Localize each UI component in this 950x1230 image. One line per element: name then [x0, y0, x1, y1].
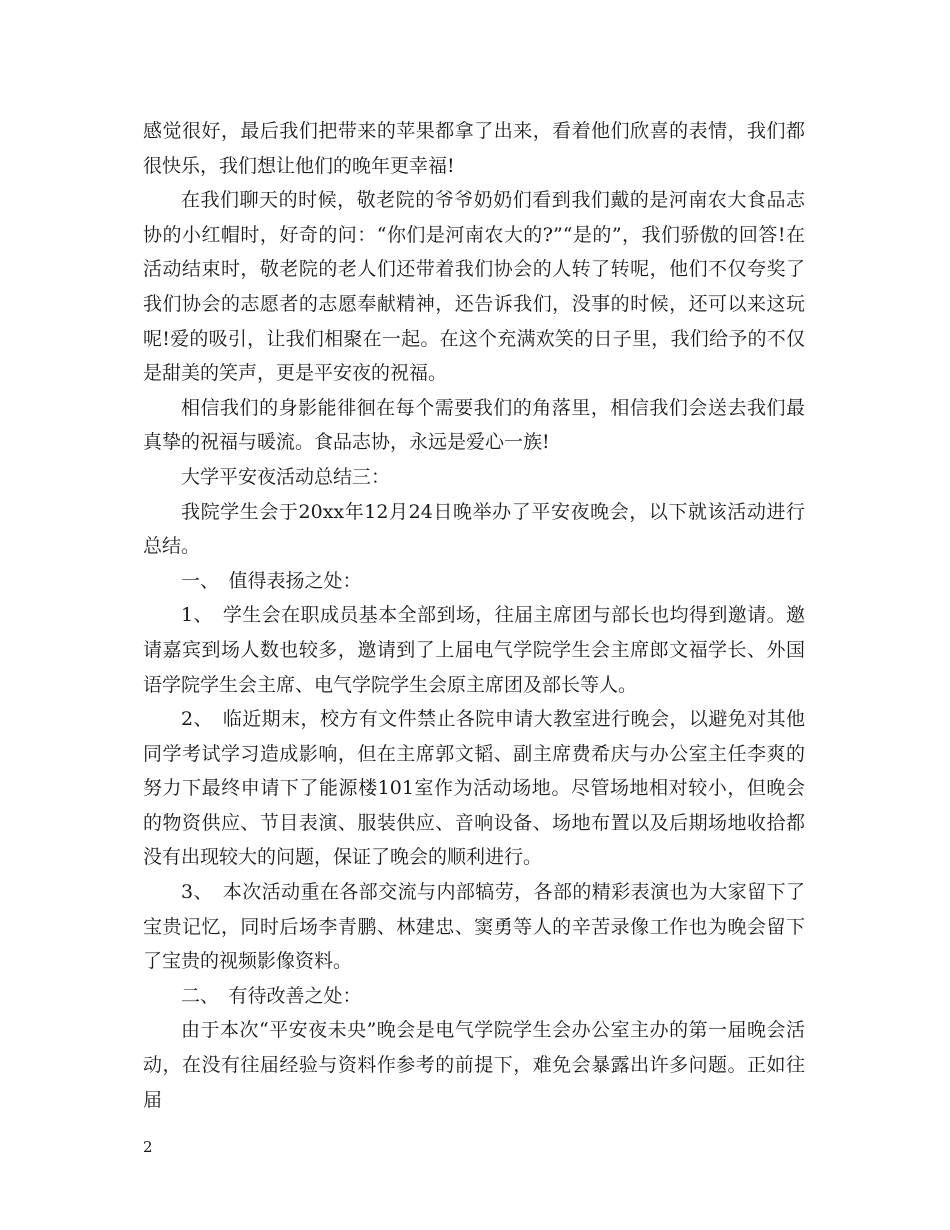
paragraph: 相信我们的身影能徘徊在每个需要我们的角落里，相信我们会送去我们最真挚的祝福与暖流。食品志协，永远是爱心一族! — [143, 396, 805, 454]
list-item: 3、 本次活动重在各部交流与内部犒劳，各部的精彩表演也为大家留下了宝贵记忆，同时后场李青鹏、林建忠、窦勇等人的辛苦录像工作也为晚会留下了宝贵的视频影像资料。 — [143, 881, 805, 973]
list-item: 1、 学生会在职成员基本全部到场，往届主席团与部长也均得到邀请。邀请嘉宾到场人数也较多，邀请到了上届电气学院学生会主席郎文福学长、外国语学院学生会主席、电气学院学生会原主席团及部长等人。 — [143, 604, 805, 696]
section-heading: 二、 有待改善之处： — [181, 984, 362, 1007]
page-number: 2 — [143, 1138, 153, 1156]
list-item: 2、 临近期末，校方有文件禁止各院申请大教室进行晚会，以避免对其他同学考试学习造成影响，但在主席郭文韬、副主席费希庆与办公室主任李爽的努力下最终申请下了能源楼101室作为活动场地。尽管场地相对较小，但晚会的物资供应、节目表演、服装供应、音响设备、场地布置以及后期场地收拾都没有出现较大的问题，保证了晚会的顺利进行。 — [143, 708, 805, 869]
paragraph: 感觉很好，最后我们把带来的苹果都拿了出来，看着他们欣喜的表情，我们都很快乐，我们想让他们的晚年更幸福! — [143, 120, 805, 177]
section-heading: 大学平安夜活动总结三： — [181, 465, 391, 488]
paragraph: 在我们聊天的时候，敬老院的爷爷奶奶们看到我们戴的是河南农大食品志协的小红帽时，好奇的问：“你们是河南农大的?”“是的”，我们骄傲的回答!在活动结束时，敬老院的老人们还带着我们协会的人转了转呢，他们不仅夸奖了我们协会的志愿者的志愿奉献精神，还告诉我们，没事的时候，还可以来这玩呢!爱的吸引，让我们相聚在一起。在这个充满欢笑的日子里，我们给予的不仅是甜美的笑声，更是平安夜的祝福。 — [143, 189, 805, 385]
paragraph: 由于本次“平安夜未央”晚会是电气学院学生会办公室主办的第一届晚会活动，在没有往届经验与资料作参考的前提下，难免会暴露出许多问题。正如往届 — [143, 1019, 805, 1111]
section-heading: 一、 值得表扬之处： — [181, 569, 362, 592]
paragraph: 我院学生会于20xx年12月24日晚举办了平安夜晚会，以下就该活动进行总结。 — [143, 500, 805, 558]
document-body — [143, 114, 805, 1117]
